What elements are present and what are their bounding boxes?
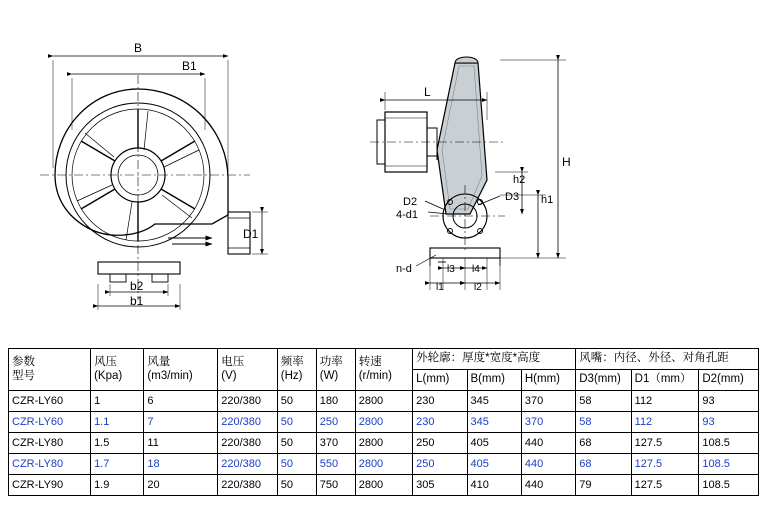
cell-D2: 108.5 bbox=[699, 475, 759, 496]
table-row bbox=[9, 475, 759, 496]
label-b1: b1 bbox=[130, 294, 144, 308]
cell-D3: 58 bbox=[576, 391, 631, 412]
label-n-d: n-d bbox=[396, 263, 412, 275]
header-D3: D3(mm) bbox=[576, 370, 631, 391]
label-l2: l2 bbox=[474, 282, 482, 293]
cell-L: 305 bbox=[413, 475, 467, 496]
cell-power: 180 bbox=[316, 391, 355, 412]
cell-D2: 108.5 bbox=[699, 454, 759, 475]
cell-frequency: 50 bbox=[277, 433, 316, 454]
label-l1: l1 bbox=[436, 282, 444, 293]
label-b2: b2 bbox=[130, 279, 144, 293]
label-D2: D2 bbox=[403, 196, 418, 208]
cell-pressure: 1.7 bbox=[91, 454, 144, 475]
cell-D3: 68 bbox=[576, 454, 631, 475]
label-h2: h2 bbox=[513, 174, 526, 186]
cell-D2: 93 bbox=[699, 391, 759, 412]
cell-frequency: 50 bbox=[277, 391, 316, 412]
cell-B: 345 bbox=[467, 412, 521, 433]
cell-frequency: 50 bbox=[277, 475, 316, 496]
label-D3: D3 bbox=[505, 191, 520, 203]
header-pressure-unit: (Kpa) bbox=[94, 369, 123, 382]
header-pressure-cell bbox=[91, 349, 144, 391]
header-pressure-label: 风压 bbox=[94, 356, 118, 369]
cell-voltage: 220/380 bbox=[218, 433, 278, 454]
cell-pressure: 1.9 bbox=[91, 475, 144, 496]
header-D2: D2(mm) bbox=[699, 370, 759, 391]
cell-pressure: 1.5 bbox=[91, 433, 144, 454]
cell-model: CZR-LY60 bbox=[9, 391, 91, 412]
cell-D1: 127.5 bbox=[631, 454, 699, 475]
cell-pressure: 1 bbox=[91, 391, 144, 412]
header-L: L(mm) bbox=[413, 370, 467, 391]
cell-power: 750 bbox=[316, 475, 355, 496]
header-speed-label: 转速 bbox=[358, 356, 382, 369]
cell-D1: 112 bbox=[631, 412, 699, 433]
cell-pressure: 1.1 bbox=[91, 412, 144, 433]
cell-model: CZR-LY90 bbox=[9, 475, 91, 496]
cell-H: 370 bbox=[521, 412, 575, 433]
cell-D3: 79 bbox=[576, 475, 631, 496]
header-voltage-label: 电压 bbox=[221, 356, 245, 369]
header-flow-cell bbox=[144, 349, 218, 391]
header-model-cell bbox=[9, 349, 91, 391]
label-L: L bbox=[424, 85, 431, 99]
header-voltage-unit: (V) bbox=[221, 369, 237, 382]
header-frequency-unit: (Hz) bbox=[280, 369, 303, 382]
cell-D2: 93 bbox=[699, 412, 759, 433]
cell-voltage: 220/380 bbox=[218, 475, 278, 496]
cell-B: 405 bbox=[467, 433, 521, 454]
cell-flow: 6 bbox=[144, 391, 218, 412]
header-nozzle-group: 风嘴：内径、外径、对角孔距 bbox=[576, 349, 759, 370]
cell-voltage: 220/380 bbox=[218, 454, 278, 475]
cell-model: CZR-LY80 bbox=[9, 454, 91, 475]
cell-model: CZR-LY80 bbox=[9, 433, 91, 454]
cell-L: 230 bbox=[413, 412, 467, 433]
cell-B: 345 bbox=[467, 391, 521, 412]
cell-speed: 2800 bbox=[355, 475, 412, 496]
header-H: H(mm) bbox=[521, 370, 575, 391]
cell-voltage: 220/380 bbox=[218, 391, 278, 412]
header-B: B(mm) bbox=[467, 370, 521, 391]
label-B: B bbox=[134, 41, 143, 55]
header-flow-unit: (m3/min) bbox=[147, 369, 193, 382]
specification-table bbox=[8, 348, 759, 496]
cell-power: 550 bbox=[316, 454, 355, 475]
cell-H: 440 bbox=[521, 433, 575, 454]
label-l4: l4 bbox=[472, 264, 480, 275]
header-frequency-label: 频率 bbox=[280, 356, 304, 369]
cell-D1: 127.5 bbox=[631, 475, 699, 496]
cell-speed: 2800 bbox=[355, 433, 412, 454]
cell-flow: 11 bbox=[144, 433, 218, 454]
cell-frequency: 50 bbox=[277, 412, 316, 433]
label-D1: D1 bbox=[243, 227, 259, 241]
header-model-label: 型号 bbox=[12, 369, 35, 382]
cell-L: 250 bbox=[413, 454, 467, 475]
cell-flow: 7 bbox=[144, 412, 218, 433]
cell-flow: 20 bbox=[144, 475, 218, 496]
cell-frequency: 50 bbox=[277, 454, 316, 475]
header-param-label: 参数 bbox=[12, 356, 35, 369]
cell-speed: 2800 bbox=[355, 391, 412, 412]
header-speed-unit: (r/min) bbox=[358, 369, 392, 382]
cell-model: CZR-LY60 bbox=[9, 412, 91, 433]
header-power-cell bbox=[316, 349, 355, 391]
cell-D1: 127.5 bbox=[631, 433, 699, 454]
header-D1: D1（mm） bbox=[631, 370, 699, 391]
cell-power: 250 bbox=[316, 412, 355, 433]
table-row bbox=[9, 391, 759, 412]
cell-H: 370 bbox=[521, 391, 575, 412]
label-B1: B1 bbox=[182, 59, 197, 73]
header-voltage-cell bbox=[218, 349, 278, 391]
cell-D1: 112 bbox=[631, 391, 699, 412]
label-l3: l3 bbox=[447, 264, 455, 275]
cell-D3: 58 bbox=[576, 412, 631, 433]
header-speed-cell bbox=[355, 349, 412, 391]
cell-L: 230 bbox=[413, 391, 467, 412]
header-flow-label: 风量 bbox=[147, 356, 171, 369]
header-outline-group: 外轮廓：厚度*宽度*高度 bbox=[413, 349, 576, 370]
table-row bbox=[9, 454, 759, 475]
table-header-group-row bbox=[9, 349, 759, 370]
header-frequency-cell bbox=[277, 349, 316, 391]
header-power-unit: (W) bbox=[319, 369, 339, 382]
cell-power: 370 bbox=[316, 433, 355, 454]
cell-B: 405 bbox=[467, 454, 521, 475]
cell-L: 250 bbox=[413, 433, 467, 454]
cell-B: 410 bbox=[467, 475, 521, 496]
label-4-d1: 4-d1 bbox=[396, 209, 419, 221]
cell-D2: 108.5 bbox=[699, 433, 759, 454]
cell-flow: 18 bbox=[144, 454, 218, 475]
label-H: H bbox=[562, 155, 571, 169]
cell-voltage: 220/380 bbox=[218, 412, 278, 433]
cell-speed: 2800 bbox=[355, 454, 412, 475]
label-h1: h1 bbox=[541, 194, 554, 206]
table-row bbox=[9, 412, 759, 433]
cell-H: 440 bbox=[521, 475, 575, 496]
cell-H: 440 bbox=[521, 454, 575, 475]
cell-D3: 68 bbox=[576, 433, 631, 454]
header-power-label: 功率 bbox=[319, 356, 343, 369]
table-row bbox=[9, 433, 759, 454]
cell-speed: 2800 bbox=[355, 412, 412, 433]
